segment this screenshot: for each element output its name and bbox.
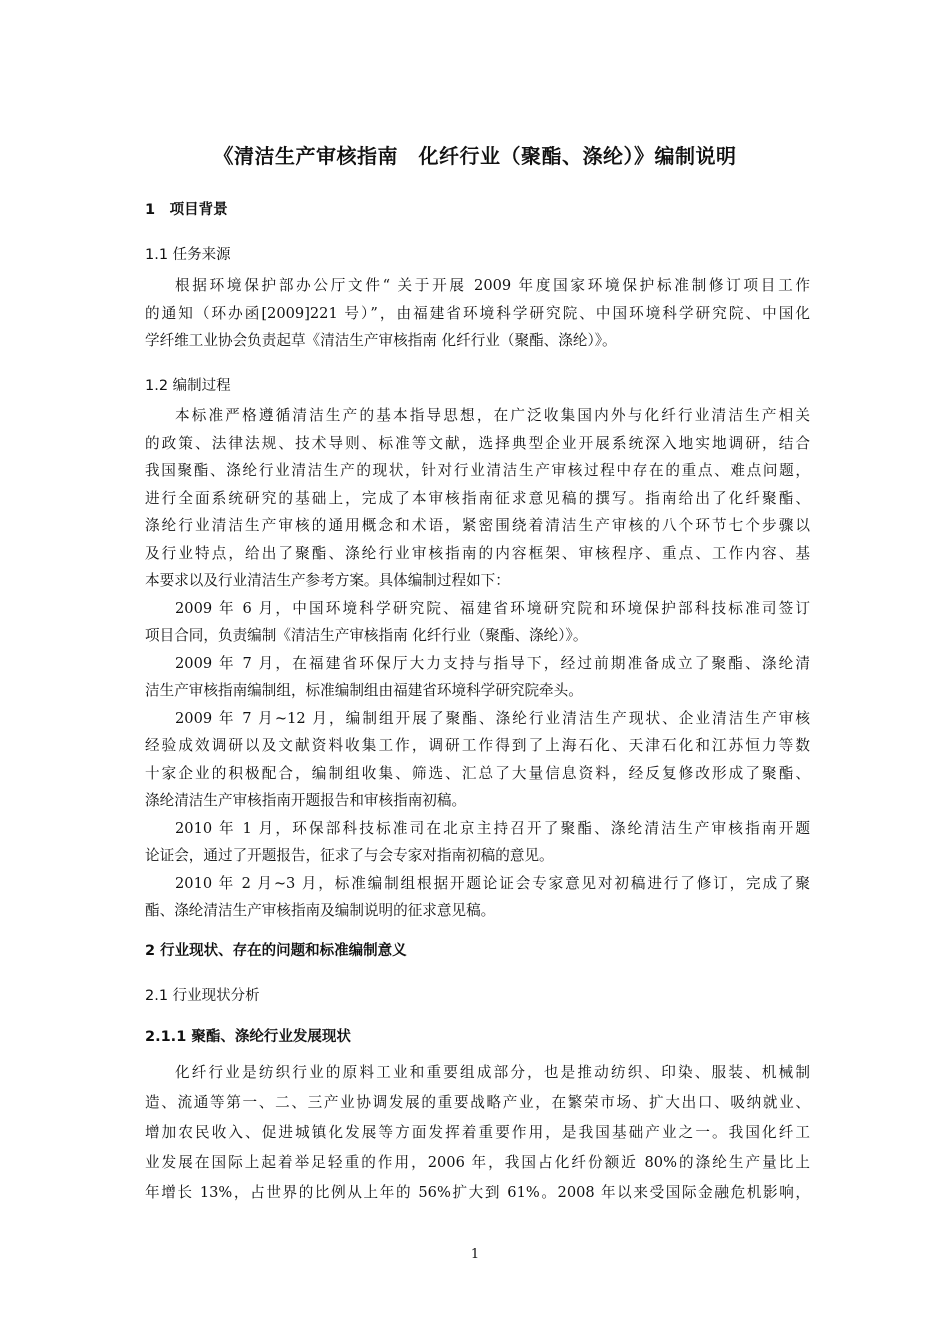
text-line: 洁生产审核指南编制组，标准编制组由福建省环境科学研究院牵头。 <box>145 682 583 699</box>
section-heading-1-2: 1.2 编制过程 <box>145 378 231 394</box>
text-line: 本标准严格遵循清洁生产的基本指导思想，在广泛收集国内外与化纤行业清洁生产相关 <box>175 407 810 424</box>
paragraph-industry-status <box>145 1058 810 1208</box>
text-line: 十家企业的积极配合，编制组收集、筛选、汇总了大量信息资料，经反复修改形成了聚酯、 <box>145 764 810 782</box>
text-line: 项目合同，负责编制《清洁生产审核指南 化纤行业（聚酯、涤纶）》。 <box>145 627 588 644</box>
text-line: 年增长 13%，占世界的比例从上年的 56%扩大到 61%。2008 年以来受国际金融危机影响， <box>145 1184 810 1201</box>
text-line: 业发展在国际上起着举足轻重的作用，2006 年，我国占化纤份额近 80%的涤纶生产量比上 <box>145 1154 810 1171</box>
text-line: 增加农民收入、促进城镇化发展等方面发挥着重要作用，是我国基础产业之一。我国化纤工 <box>145 1124 810 1141</box>
text-line: 2009 年 7 月~12 月，编制组开展了聚酯、涤纶行业清洁生产现状、企业清洁生产审核 <box>175 709 810 727</box>
paragraph-process-2010-01 <box>145 815 810 870</box>
text-line: 2009 年 7 月，在福建省环保厅大力支持与指导下，经过前期准备成立了聚酯、涤纶清 <box>175 654 810 672</box>
text-line: 涤纶行业清洁生产审核的通用概念和术语，紧密围绕着清洁生产审核的八个环节七个步骤以 <box>145 517 810 534</box>
text-line: 2010 年 1 月，环保部科技标准司在北京主持召开了聚酯、涤纶清洁生产审核指南开题 <box>175 819 810 837</box>
text-line: 及行业特点，给出了聚酯、涤纶行业审核指南的内容框架、审核程序、重点、工作内容、基 <box>145 544 810 562</box>
text-line: 酯、涤纶清洁生产审核指南及编制说明的征求意见稿。 <box>145 902 496 919</box>
section-heading-1: 1 项目背景 <box>145 202 228 218</box>
text-line: 进行全面系统研究的基础上，完成了本审核指南征求意见稿的撰写。指南给出了化纤聚酯、 <box>145 489 810 507</box>
text-line: 论证会，通过了开题报告，征求了与会专家对指南初稿的意见。 <box>145 847 554 864</box>
document-title: 《清洁生产审核指南 化纤行业（聚酯、涤纶）》编制说明 <box>213 144 737 168</box>
paragraph-task-source <box>145 272 810 355</box>
paragraph-process-2009-07-12 <box>145 705 810 815</box>
text-line: 根据环境保护部办公厅文件“ 关于开展 2009 年度国家环境保护标准制修订项目工作 <box>175 277 810 294</box>
section-heading-1-1: 1.1 任务来源 <box>145 247 231 263</box>
text-line: 2010 年 2 月~3 月，标准编制组根据开题论证会专家意见对初稿进行了修订，完成了聚 <box>175 874 810 892</box>
text-line: 学纤维工业协会负责起草《清洁生产审核指南 化纤行业（聚酯、涤纶）》。 <box>145 332 617 349</box>
text-line: 化纤行业是纺织行业的原料工业和重要组成部分，也是推动纺织、印染、服装、机械制 <box>175 1064 810 1081</box>
paragraph-process-2009-06 <box>145 595 810 650</box>
paragraph-process-2010-02-03 <box>145 870 810 925</box>
text-line: 我国聚酯、涤纶行业清洁生产的现状，针对行业清洁生产审核过程中存在的重点、难点问题， <box>145 462 810 479</box>
text-line: 涤纶清洁生产审核指南开题报告和审核指南初稿。 <box>145 792 467 809</box>
text-line: 的通知（环办函[2009]221 号）”，由福建省环境科学研究院、中国环境科学研究院、中国化 <box>145 304 810 322</box>
section-heading-2-1-1: 2.1.1 聚酯、涤纶行业发展现状 <box>145 1029 351 1045</box>
section-heading-2-1: 2.1 行业现状分析 <box>145 988 260 1004</box>
text-line: 的政策、法律法规、技术导则、标准等文献，选择典型企业开展系统深入地实地调研，结合 <box>145 434 810 452</box>
page-number: 1 <box>470 1247 480 1262</box>
text-line: 经验成效调研以及文献资料收集工作，调研工作得到了上海石化、天津石化和江苏恒力等数 <box>145 737 810 754</box>
paragraph-process-intro <box>145 402 810 595</box>
section-heading-2: 2 行业现状、存在的问题和标准编制意义 <box>145 943 407 959</box>
paragraph-process-2009-07 <box>145 650 810 705</box>
text-line: 2009 年 6 月，中国环境科学研究院、福建省环境研究院和环境保护部科技标准司签订 <box>175 599 810 617</box>
text-line: 本要求以及行业清洁生产参考方案。具体编制过程如下： <box>145 572 510 589</box>
text-line: 造、流通等第一、二、三产业协调发展的重要战略产业，在繁荣市场、扩大出口、吸纳就业、 <box>145 1094 810 1111</box>
